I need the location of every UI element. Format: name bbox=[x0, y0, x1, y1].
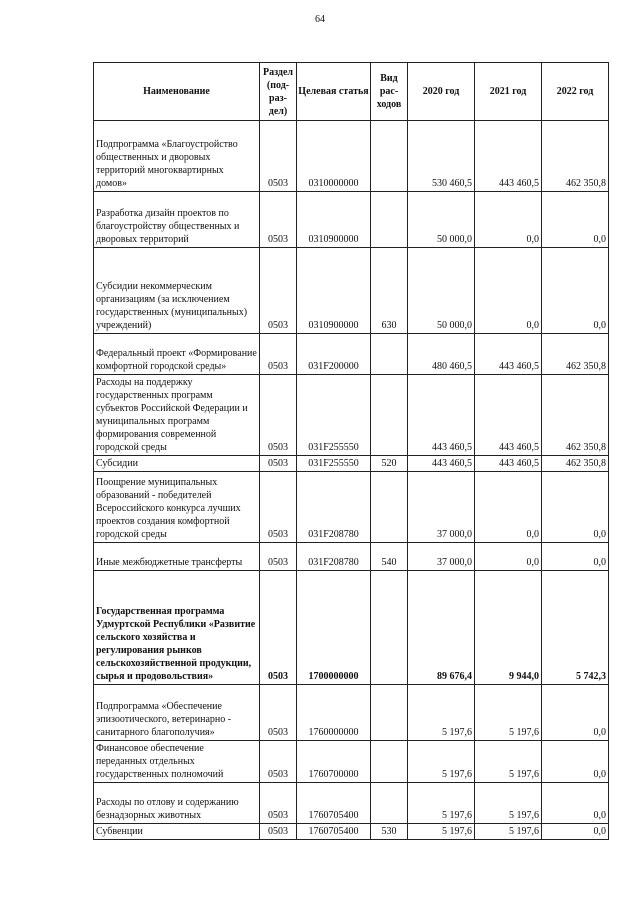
row-2022: 5 742,3 bbox=[542, 571, 609, 685]
row-name: Государственная программа Удмуртской Республики «Развитие сельского хозяйства и регулирования рынков сельскохозяйственной продукции, сырья и продовольствия» bbox=[94, 571, 260, 685]
row-2022: 0,0 bbox=[542, 543, 609, 571]
row-2021: 5 197,6 bbox=[475, 824, 542, 840]
row-2021: 443 460,5 bbox=[475, 334, 542, 375]
row-2022: 0,0 bbox=[542, 824, 609, 840]
header-2020: 2020 год bbox=[408, 63, 475, 121]
row-type bbox=[371, 121, 408, 192]
table-row bbox=[94, 543, 609, 571]
row-2020: 480 460,5 bbox=[408, 334, 475, 375]
row-target: 0310900000 bbox=[297, 192, 371, 248]
row-2022: 462 350,8 bbox=[542, 456, 609, 472]
row-2022: 462 350,8 bbox=[542, 375, 609, 456]
row-name: Подпрограмма «Обеспечение эпизоотического, ветеринарно - санитарного благополучия» bbox=[94, 685, 260, 741]
row-type bbox=[371, 375, 408, 456]
row-2020: 89 676,4 bbox=[408, 571, 475, 685]
table-row bbox=[94, 741, 609, 783]
table-row bbox=[94, 121, 609, 192]
table-row bbox=[94, 248, 609, 334]
row-target: 1760705400 bbox=[297, 824, 371, 840]
table-row bbox=[94, 375, 609, 456]
row-name: Поощрение муниципальных образований - победителей Всероссийского конкурса лучших проектов создания комфортной городской среды bbox=[94, 472, 260, 543]
row-2020: 5 197,6 bbox=[408, 685, 475, 741]
row-name: Субвенции bbox=[94, 824, 260, 840]
row-section: 0503 bbox=[260, 248, 297, 334]
table-row bbox=[94, 783, 609, 824]
row-2020: 530 460,5 bbox=[408, 121, 475, 192]
row-2021: 0,0 bbox=[475, 472, 542, 543]
row-name: Подпрограмма «Благоустройство общественных и дворовых территорий многоквартирных домов» bbox=[94, 121, 260, 192]
row-2022: 0,0 bbox=[542, 741, 609, 783]
row-name: Субсидии bbox=[94, 456, 260, 472]
page-number: 64 bbox=[315, 14, 325, 25]
row-2022: 0,0 bbox=[542, 248, 609, 334]
row-2021: 443 460,5 bbox=[475, 456, 542, 472]
row-section: 0503 bbox=[260, 543, 297, 571]
row-section: 0503 bbox=[260, 741, 297, 783]
row-section: 0503 bbox=[260, 375, 297, 456]
row-2021: 5 197,6 bbox=[475, 741, 542, 783]
row-2021: 9 944,0 bbox=[475, 571, 542, 685]
header-section: Раздел (под-раз-дел) bbox=[260, 63, 297, 121]
budget-table bbox=[93, 62, 609, 840]
row-section: 0503 bbox=[260, 456, 297, 472]
row-type: 540 bbox=[371, 543, 408, 571]
row-target: 1760700000 bbox=[297, 741, 371, 783]
row-2020: 37 000,0 bbox=[408, 472, 475, 543]
header-target: Целевая статья bbox=[297, 63, 371, 121]
row-2021: 5 197,6 bbox=[475, 783, 542, 824]
header-name: Наименование bbox=[94, 63, 260, 121]
row-2022: 462 350,8 bbox=[542, 334, 609, 375]
table-row bbox=[94, 192, 609, 248]
table-row bbox=[94, 334, 609, 375]
row-2021: 0,0 bbox=[475, 192, 542, 248]
table-row bbox=[94, 456, 609, 472]
row-section: 0503 bbox=[260, 685, 297, 741]
row-2021: 443 460,5 bbox=[475, 121, 542, 192]
row-type: 630 bbox=[371, 248, 408, 334]
row-2022: 0,0 bbox=[542, 192, 609, 248]
row-target: 1760705400 bbox=[297, 783, 371, 824]
row-2020: 5 197,6 bbox=[408, 783, 475, 824]
row-type: 530 bbox=[371, 824, 408, 840]
row-2020: 50 000,0 bbox=[408, 192, 475, 248]
row-target: 031F255550 bbox=[297, 375, 371, 456]
header-2022: 2022 год bbox=[542, 63, 609, 121]
row-name: Субсидии некоммерческим организациям (за исключением государственных (муниципальных) учреждений) bbox=[94, 248, 260, 334]
row-section: 0503 bbox=[260, 192, 297, 248]
row-type bbox=[371, 741, 408, 783]
row-target: 1760000000 bbox=[297, 685, 371, 741]
header-type: Вид рас-ходов bbox=[371, 63, 408, 121]
row-2021: 5 197,6 bbox=[475, 685, 542, 741]
row-target: 031F208780 bbox=[297, 543, 371, 571]
row-2022: 0,0 bbox=[542, 685, 609, 741]
row-type bbox=[371, 783, 408, 824]
row-name: Разработка дизайн проектов по благоустройству общественных и дворовых территорий bbox=[94, 192, 260, 248]
row-2020: 5 197,6 bbox=[408, 741, 475, 783]
table-row bbox=[94, 685, 609, 741]
row-2020: 443 460,5 bbox=[408, 375, 475, 456]
row-name: Расходы по отлову и содержанию безнадзорных животных bbox=[94, 783, 260, 824]
row-section: 0503 bbox=[260, 571, 297, 685]
row-name: Финансовое обеспечение переданных отдельных государственных полномочий bbox=[94, 741, 260, 783]
row-section: 0503 bbox=[260, 783, 297, 824]
row-2021: 0,0 bbox=[475, 543, 542, 571]
row-target: 1700000000 bbox=[297, 571, 371, 685]
row-2020: 50 000,0 bbox=[408, 248, 475, 334]
row-type bbox=[371, 472, 408, 543]
row-2020: 5 197,6 bbox=[408, 824, 475, 840]
header-row bbox=[94, 63, 609, 121]
row-2022: 462 350,8 bbox=[542, 121, 609, 192]
header-2021: 2021 год bbox=[475, 63, 542, 121]
row-section: 0503 bbox=[260, 334, 297, 375]
row-name: Иные межбюджетные трансферты bbox=[94, 543, 260, 571]
table-row bbox=[94, 571, 609, 685]
row-target: 031F208780 bbox=[297, 472, 371, 543]
row-target: 0310900000 bbox=[297, 248, 371, 334]
row-target: 031F255550 bbox=[297, 456, 371, 472]
row-2021: 0,0 bbox=[475, 248, 542, 334]
row-section: 0503 bbox=[260, 472, 297, 543]
row-name: Расходы на поддержку государственных программ субъектов Российской Федерации и муниципальных программ формирования современной городской среды bbox=[94, 375, 260, 456]
table-row bbox=[94, 824, 609, 840]
row-type bbox=[371, 192, 408, 248]
row-2022: 0,0 bbox=[542, 472, 609, 543]
row-2020: 443 460,5 bbox=[408, 456, 475, 472]
row-2021: 443 460,5 bbox=[475, 375, 542, 456]
row-name: Федеральный проект «Формирование комфортной городской среды» bbox=[94, 334, 260, 375]
row-target: 031F200000 bbox=[297, 334, 371, 375]
table-row bbox=[94, 472, 609, 543]
row-2020: 37 000,0 bbox=[408, 543, 475, 571]
row-section: 0503 bbox=[260, 824, 297, 840]
row-type: 520 bbox=[371, 456, 408, 472]
row-target: 0310000000 bbox=[297, 121, 371, 192]
row-2022: 0,0 bbox=[542, 783, 609, 824]
row-type bbox=[371, 571, 408, 685]
row-type bbox=[371, 685, 408, 741]
row-type bbox=[371, 334, 408, 375]
row-section: 0503 bbox=[260, 121, 297, 192]
